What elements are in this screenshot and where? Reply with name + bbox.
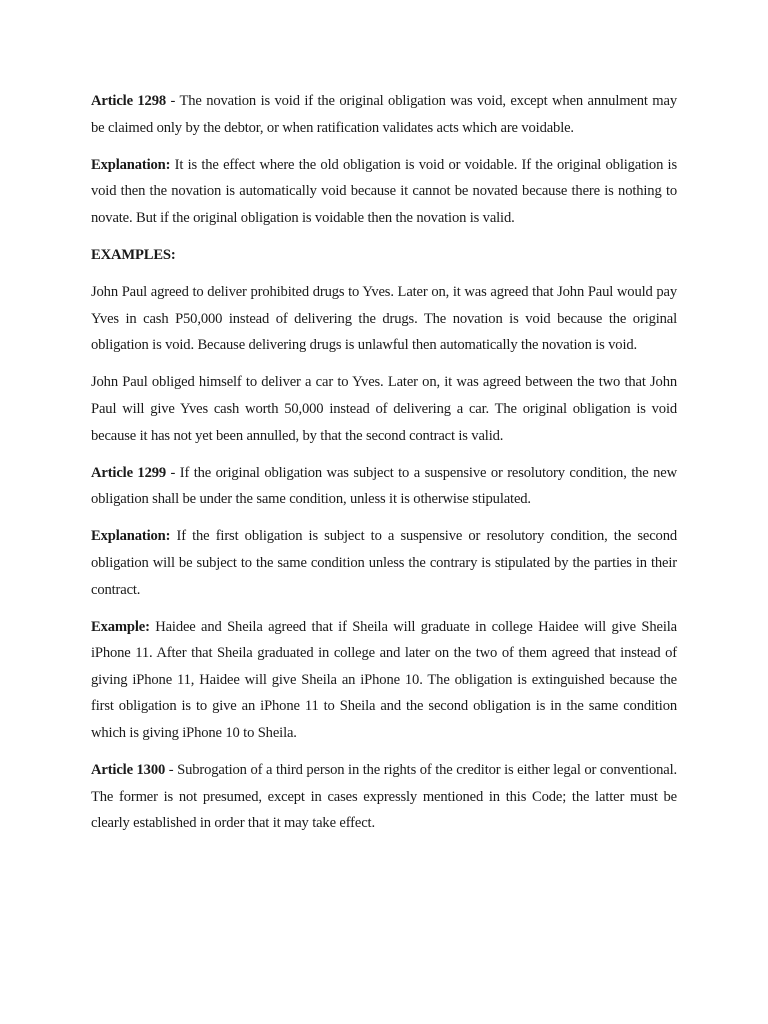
article-1298-paragraph <box>91 88 677 141</box>
examples-heading: EXAMPLES: <box>91 246 176 263</box>
example-1-paragraph: John Paul agreed to deliver prohibited drugs to Yves. Later on, it was agreed that John Paul would pay Yves in cash P50,000 instead of delivering the drugs. The novation is void because the original obligation is void. Because delivering drugs is unlawful then automatically the novation is void. <box>91 284 677 354</box>
article-1299-label: Article 1299 <box>91 464 167 481</box>
article-1299-paragraph <box>91 460 677 513</box>
article-1298-text: - The novation is void if the original obligation was void, except when annulment may be claimed only by the debtor, or when ratification validates acts which are voidable. <box>91 93 677 136</box>
explanation-1299-text: If the first obligation is subject to a suspensive or resolutory condition, the second obligation will be subject to the same condition unless the contrary is stipulated by the parties in their contract. <box>91 528 677 598</box>
explanation-1299-paragraph <box>91 523 677 603</box>
article-1299-text: - If the original obligation was subject to a suspensive or resolutory condition, the new obligation shall be under the same condition, unless it is otherwise stipulated. <box>91 464 677 508</box>
article-1298-label: Article 1298 <box>91 93 166 109</box>
document-page <box>91 88 677 847</box>
explanation-1298-text: It is the effect where the old obligation is void or voidable. If the original obligation is void then the novation is automatically void because it cannot be novated because there is nothing to novate. But if the original obligation is voidable then the novation is valid. <box>91 156 677 226</box>
explanation-1299-label: Explanation: <box>91 528 171 545</box>
article-1300-paragraph <box>91 757 677 837</box>
example-1299-text: Haidee and Sheila agreed that if Sheila will graduate in college Haidee will give Sheila iPhone 11. After that Sheila graduated in college and later on the two of them agreed that instead of giving iPhone 11, Haidee will give Sheila an iPhone 10. The obligation is extinguished because the first obligation is to give an iPhone 11 to Sheila and the second obligation is in the same condition which is giving iPhone 10 to Sheila. <box>91 618 677 741</box>
example-1299-paragraph <box>91 614 677 747</box>
explanation-1298-paragraph <box>91 152 677 232</box>
example-1299-label: Example: <box>91 618 150 635</box>
article-1300-text: - Subrogation of a third person in the rights of the creditor is either legal or conventional. The former is not presumed, except in cases expressly mentioned in this Code; the latter must be clearly established in order that it may take effect. <box>91 762 677 832</box>
explanation-1298-label: Explanation: <box>91 156 171 173</box>
example-2-paragraph: John Paul obliged himself to deliver a car to Yves. Later on, it was agreed between the two that John Paul will give Yves cash worth 50,000 instead of delivering a car. The original obligation is void because it has not yet been annulled, by that the second contract is valid. <box>91 374 677 444</box>
article-1300-label: Article 1300 <box>91 762 166 779</box>
